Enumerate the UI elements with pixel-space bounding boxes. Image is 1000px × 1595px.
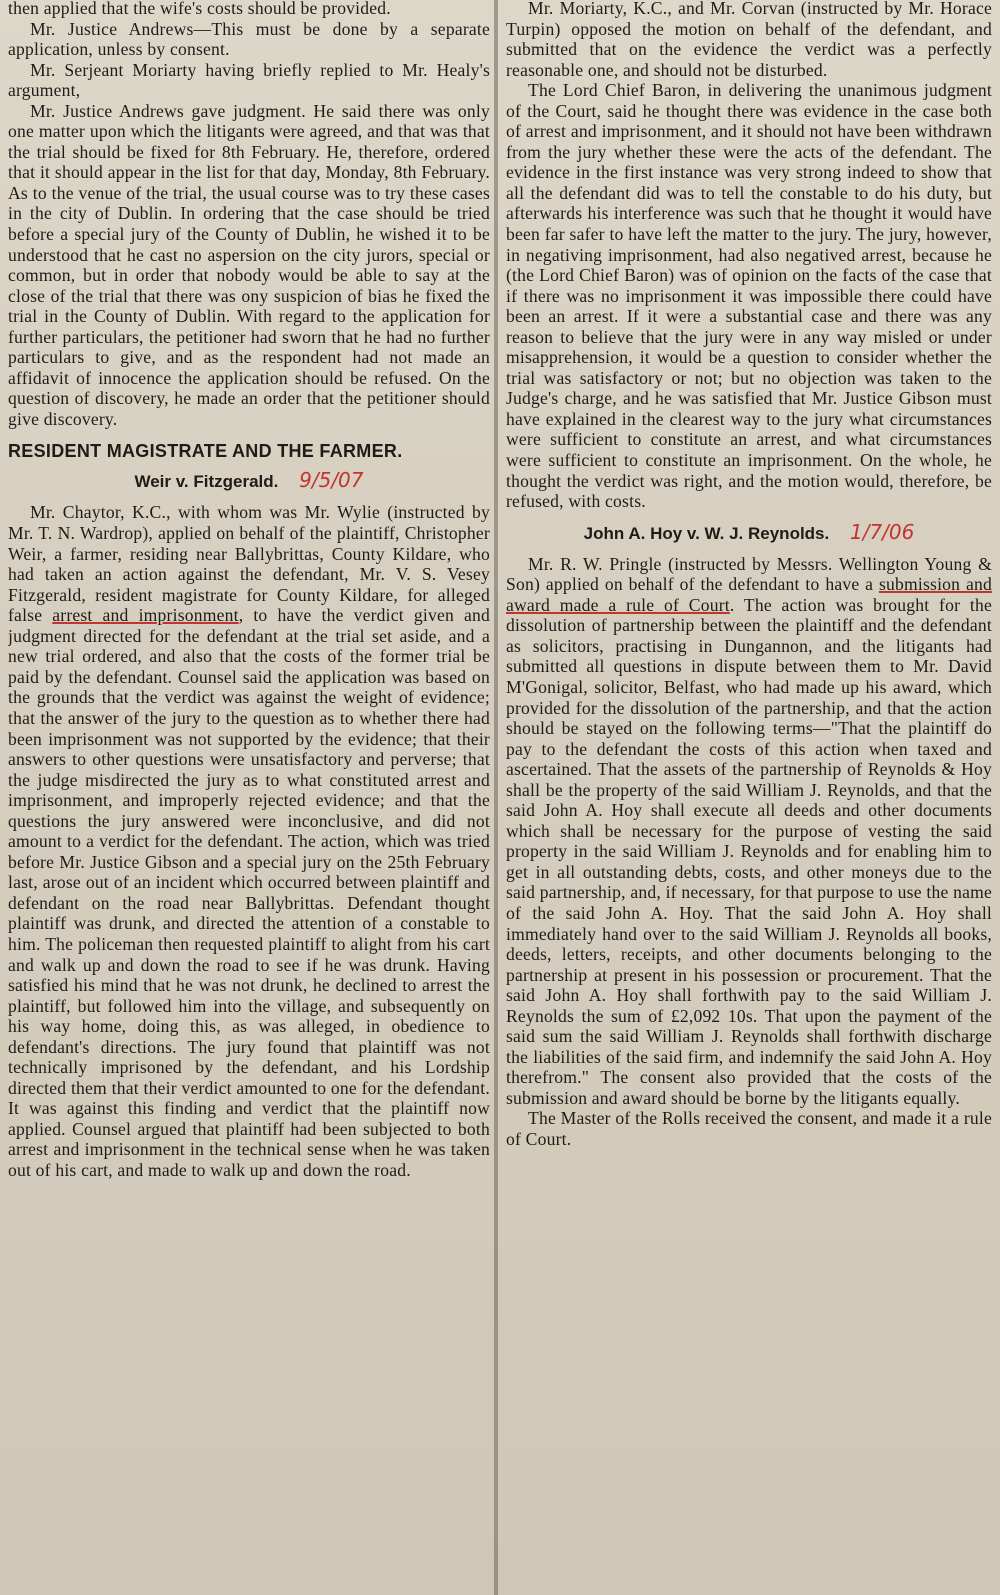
paragraph: The Master of the Rolls received the consent, and made it a rule of Court.: [506, 1108, 992, 1149]
right-column: [506, 0, 992, 1595]
case-title-text: John A. Hoy v. W. J. Reynolds.: [583, 523, 830, 543]
text-run: Mr. Chaytor, K.C., with whom was Mr. Wylie (instructed by Mr. T. N. Wardrop), applied on behalf of the plaintiff, Christopher Weir, a farmer, residing near Ballybrittas, County Kildare, who had taken an action against the defendant, Mr. V. S. Vesey Fitzgerald, resident magistrate for County Kildare, for alleged false: [8, 502, 490, 626]
handwritten-date: 1/7/06: [849, 519, 915, 544]
text-run: . The action was brought for the dissolution of partnership between the plaintiff and the defendant as solicitors, practising in Dungannon, and the litigants had submitted all questions in dispute between them to Mr. David M'Gonigal, solicitor, Belfast, who had made up his award, which provided for the dissolution of the partnership, and that the action should be stayed on the following terms—"That the plaintiff do pay to the defendant the costs of this action when taxed and ascertained. That the assets of the partnership of Reynolds & Hoy shall be the property of the said William J. Reynolds, and that the said John A. Hoy shall execute all deeds and other documents which shall be necessary for the purpose of vesting the said property in the said William J. Reynolds and for enabling him to get in all outstanding debts, costs, and other moneys due to the said partnership, and, if necessary, for that purpose to use the name of the said John A. Hoy. That the said John A. Hoy shall immediately hand over to the said William J. Reynolds all books, deeds, letters, receipts, and other documents belonging to the partnership at present in his possession or procurement. That the said John A. Hoy shall forthwith pay to the said William J. Reynolds the sum of £2,092 10s. That upon the payment of the said sum the said William J. Reynolds shall forthwith discharge the liabilities of the said firm, and indemnify the said John A. Hoy therefrom." The consent also provided that the costs of the submission and award should be borne by the litigants equally.: [506, 594, 992, 1108]
column-divider: [494, 0, 498, 1595]
case-title: [8, 468, 490, 492]
underlined-text: submission and award made a rule of Court: [506, 574, 992, 615]
case-title-text: Weir v. Fitzgerald.: [134, 472, 279, 492]
left-column: [8, 0, 490, 1595]
paragraph: [506, 554, 992, 1109]
article-headline: RESIDENT MAGISTRATE AND THE FARMER.: [8, 441, 403, 462]
text-run: Mr. R. W. Pringle (instructed by Messrs. Wellington Young & Son) applied on behalf of the defendant to have a: [506, 553, 992, 595]
text-run: , to have the verdict given and judgment directed for the defendant at the trial set aside, and a new trial ordered, and also that the costs of the former trial be paid by the defendant. Counsel said the application was based on the grounds that the verdict was against the weight of evidence; that the answer of the jury to the question as to whether there had been imprisonment was not supported by the evidence; that their answers to other questions were unsatisfactory and perverse; that the judge misdirected the jury as to what constituted arrest and imprisonment, and improperly rejected evidence; and that the questions the jury answered were inconclusive, and did not amount to a verdict for the defendant. The action, which was tried before Mr. Justice Gibson and a special jury on the 25th February last, arose out of an incident which occurred between plaintiff and defendant on the road near Ballybrittas. Defendant thought plaintiff was drunk, and directed the attention of a constable to him. The policeman then requested plaintiff to alight from his cart and walk up and down the road to see if he was drunk. Having satisfied his mind that he was not drunk, he declined to arrest the plaintiff, but followed him into the village, and subsequently on his way home, doing this, as was alleged, in obedience to defendant's directions. The jury found that plaintiff was not technically imprisoned by the defendant, and his Lordship directed them that their verdict amounted to one for the defendant. It was against this finding and verdict that the plaintiff now applied. Counsel argued that plaintiff had been subjected to both arrest and imprisonment in the technical sense when he was taken out of his cart, and made to walk up and down the road.: [8, 605, 490, 1180]
case-title: [506, 520, 992, 544]
paragraph: then applied that the wife's costs should be provided.: [8, 0, 391, 18]
paragraph: Mr. Serjeant Moriarty having briefly replied to Mr. Healy's argument,: [8, 59, 490, 101]
paragraph: Mr. Justice Andrews—This must be done by a separate application, unless by consent.: [8, 18, 490, 60]
underlined-text: arrest and imprisonment: [52, 605, 239, 626]
paragraph: Mr. Justice Andrews gave judgment. He said there was only one matter upon which the litigants were agreed, and that was that the trial should be fixed for 8th February. He, therefore, ordered that it should appear in the list for that day, Monday, 8th February. As to the venue of the trial, the usual course was to try these cases in the city of Dublin. In ordering that the case should be tried before a special jury of the County of Dublin, he wished it to be understood that he cast no aspersion on the city jurors, special or common, but in order that nobody would be able to say at the close of the trial that there was ony suspicion of bias he fixed the trial in the County of Dublin. With regard to the application for further particulars, the petitioner had sworn that he had no further particulars to give, and as the respondent had not made an affidavit of innocence the application should be refused. On the question of discovery, he made an order that the petitioner should give discovery.: [8, 100, 490, 429]
paragraph: Mr. Moriarty, K.C., and Mr. Corvan (instructed by Mr. Horace Turpin) opposed the motion on behalf of the defendant, and submitted that on the evidence the verdict was a perfectly reasonable one, and should not be disturbed.: [506, 0, 992, 80]
paragraph: The Lord Chief Baron, in delivering the unanimous judgment of the Court, said he thought there was evidence in the case both of arrest and imprisonment, and it should not have been withdrawn from the jury whether these were the acts of the defendant. The evidence in the first instance was very strong indeed to show that all the defendant did was to tell the constable to do his duty, but afterwards his interference was such that he thought it would have been far safer to have left the matter to the jury. The jury, however, in negativing imprisonment, had also negatived arrest, because he (the Lord Chief Baron) was of opinion on the facts of the case that if there was no imprisonment it was impossible there could have been an arrest. If it were a substantial case and there was any reason to believe that the jury were in any way misled or under misapprehension, it would be a question to consider whether the trial was satisfactory or not; but no objection was taken to the Judge's charge, and he was satisfied that Mr. Justice Gibson must have explained in the clearest way to the jury what circumstances were sufficient to constitute an arrest, and what circumstances were sufficient to constitute an imprisonment. On the whole, he thought the verdict was right, and the motion would, therefore, be refused, with costs.: [506, 80, 992, 512]
paragraph: [8, 502, 490, 1180]
handwritten-date: 9/5/07: [299, 468, 364, 493]
